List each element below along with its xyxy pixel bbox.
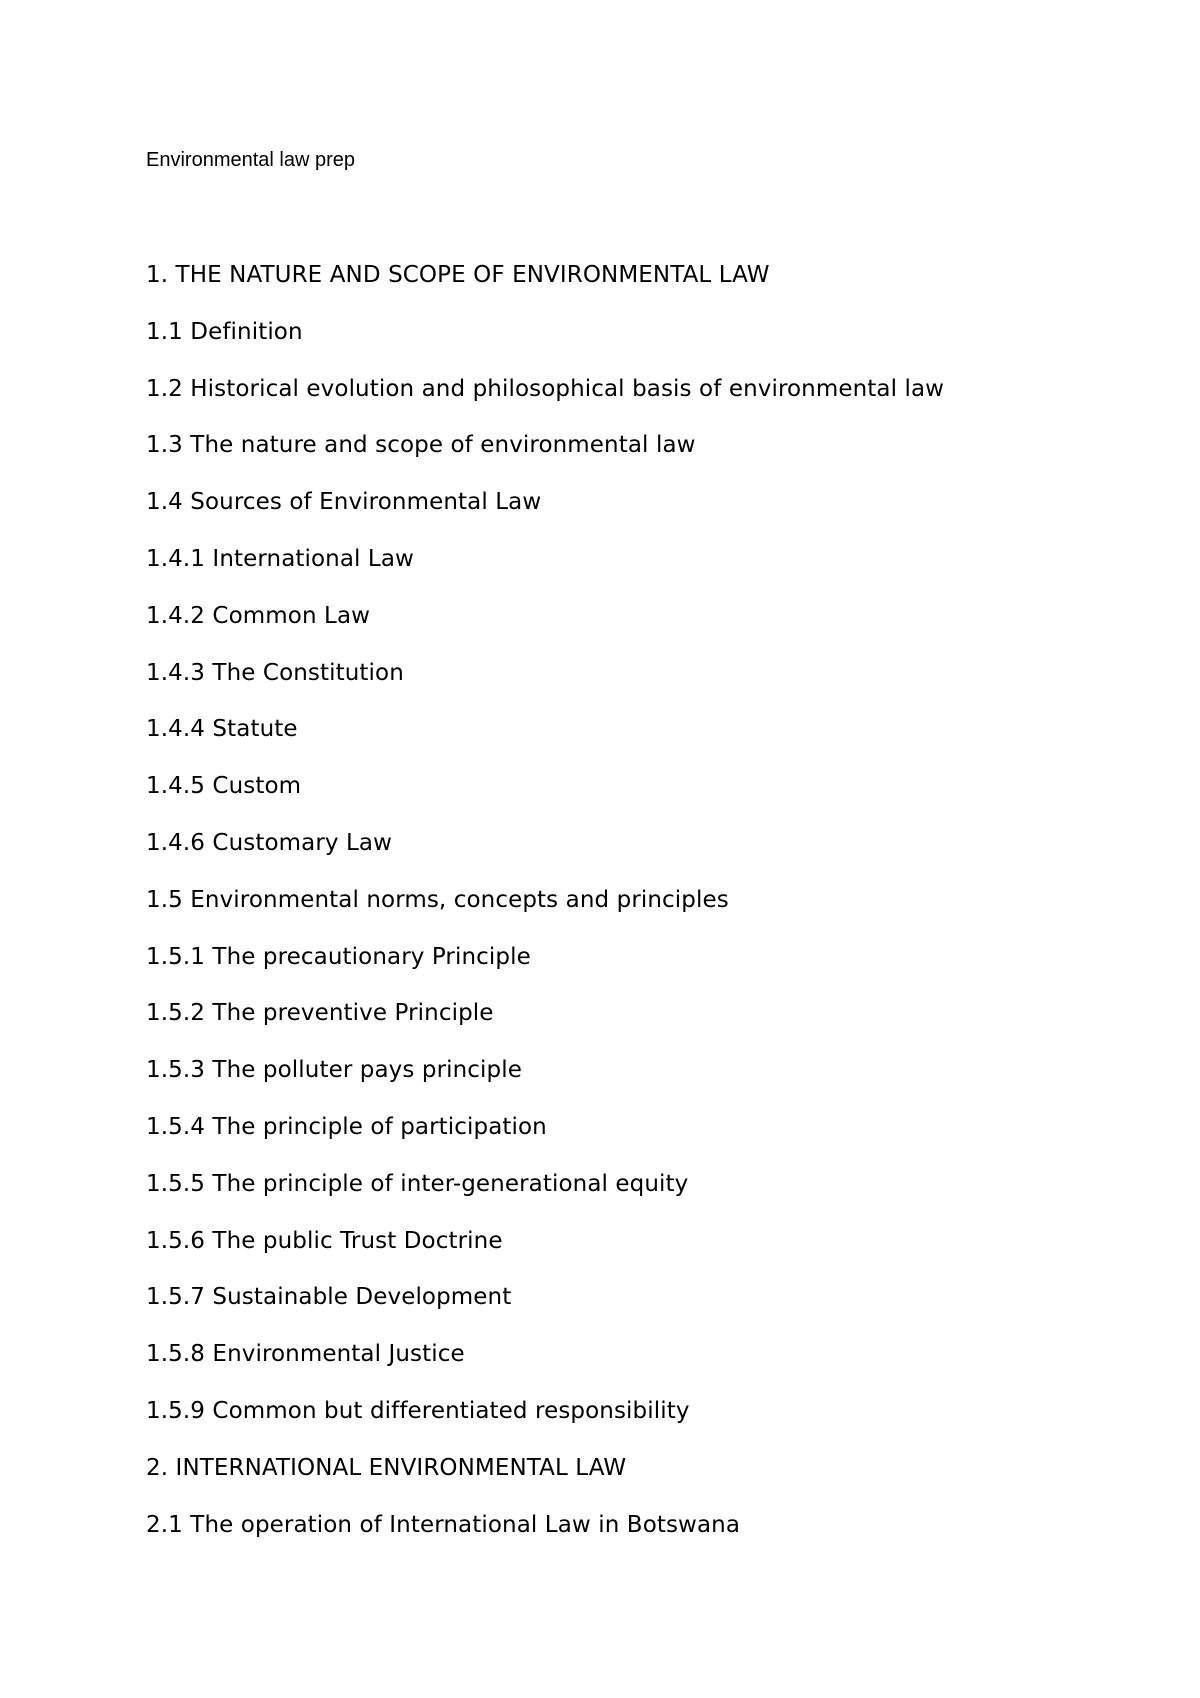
outline-item-1-4: 1.4 Sources of Environmental Law <box>146 489 542 516</box>
document-title: Environmental law prep <box>146 149 355 171</box>
outline-item-2-1: 2.1 The operation of International Law in Botswana <box>146 1511 741 1538</box>
outline-list <box>146 262 944 1568</box>
outline-item-1-4-4: 1.4.4 Statute <box>146 716 298 743</box>
outline-item-1-4-1: 1.4.1 International Law <box>146 545 414 572</box>
outline-item-1-3: 1.3 The nature and scope of environmental law <box>146 432 696 459</box>
outline-item-1-1: 1.1 Definition <box>146 318 303 345</box>
outline-item-1-5: 1.5 Environmental norms, concepts and principles <box>146 886 729 913</box>
outline-item-1-5-5: 1.5.5 The principle of inter-generational equity <box>146 1170 689 1197</box>
outline-item-1-2: 1.2 Historical evolution and philosophical basis of environmental law <box>146 375 945 402</box>
outline-item-section-2: 2. INTERNATIONAL ENVIRONMENTAL LAW <box>146 1454 627 1481</box>
outline-item-section-1: 1. THE NATURE AND SCOPE OF ENVIRONMENTAL LAW <box>146 262 770 288</box>
outline-item-1-4-6: 1.4.6 Customary Law <box>146 829 393 856</box>
outline-item-1-5-8: 1.5.8 Environmental Justice <box>146 1341 465 1368</box>
outline-item-1-4-2: 1.4.2 Common Law <box>146 602 371 629</box>
outline-item-1-5-6: 1.5.6 The public Trust Doctrine <box>146 1227 503 1254</box>
outline-item-1-5-7: 1.5.7 Sustainable Development <box>146 1284 512 1311</box>
outline-item-1-4-5: 1.4.5 Custom <box>146 773 302 800</box>
outline-item-1-5-9: 1.5.9 Common but differentiated responsibility <box>146 1397 690 1424</box>
outline-item-1-5-4: 1.5.4 The principle of participation <box>146 1113 547 1140</box>
outline-item-1-5-3: 1.5.3 The polluter pays principle <box>146 1057 522 1084</box>
outline-item-1-5-2: 1.5.2 The preventive Principle <box>146 1000 494 1027</box>
outline-item-1-5-1: 1.5.1 The precautionary Principle <box>146 943 531 970</box>
outline-item-1-4-3: 1.4.3 The Constitution <box>146 659 404 686</box>
